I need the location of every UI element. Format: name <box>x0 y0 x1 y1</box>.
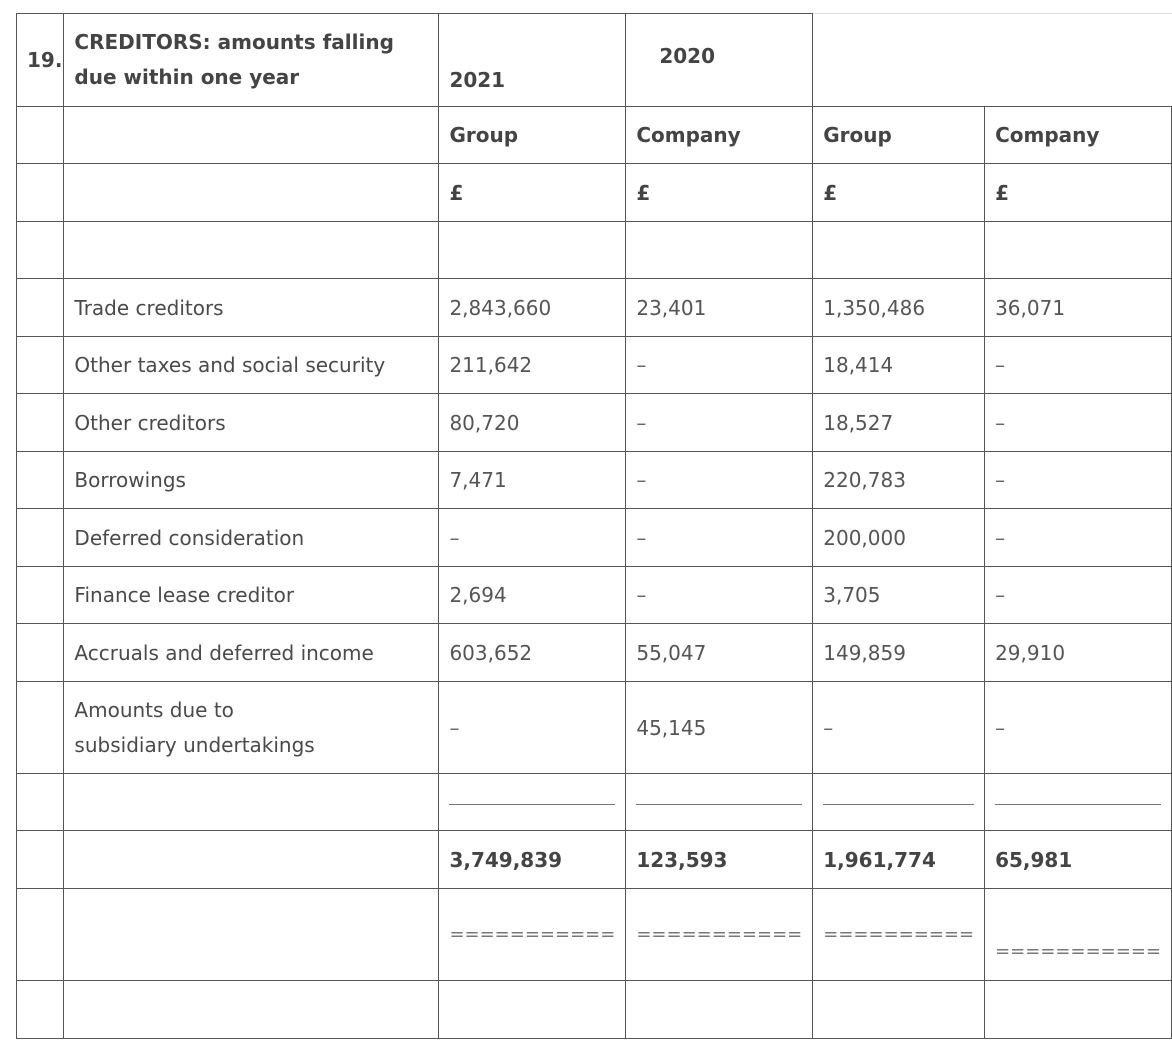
double-rule: ========== <box>813 889 985 981</box>
value-cell: 211,642 <box>439 337 626 394</box>
row-label: Accruals and deferred income <box>64 624 439 682</box>
value-cell: – <box>626 509 813 567</box>
table-row <box>17 509 1172 567</box>
currency-cell: £ <box>985 164 1172 222</box>
double-rule: =========== <box>985 889 1172 981</box>
row-label: Borrowings <box>64 452 439 509</box>
col-group-2021: Group <box>439 107 626 164</box>
total-cell: 3,749,839 <box>439 831 626 889</box>
row-label: Trade creditors <box>64 279 439 337</box>
single-rule <box>823 804 974 805</box>
value-cell: 45,145 <box>626 682 813 774</box>
note-number: 19. <box>17 14 64 107</box>
currency-row <box>17 164 1172 222</box>
column-header-row <box>17 107 1172 164</box>
value-cell: 149,859 <box>813 624 985 682</box>
note-title: CREDITORS: amounts falling due within one year <box>64 14 439 107</box>
total-cell: 123,593 <box>626 831 813 889</box>
value-cell: – <box>985 567 1172 624</box>
year-current: 2021 <box>439 14 626 107</box>
table-row <box>17 337 1172 394</box>
value-cell: – <box>626 394 813 452</box>
value-cell: – <box>985 682 1172 774</box>
value-cell: – <box>985 337 1172 394</box>
value-cell: – <box>626 337 813 394</box>
creditors-table <box>16 13 1172 1039</box>
year-prior: 2020 <box>626 14 813 107</box>
value-cell: 3,705 <box>813 567 985 624</box>
row-label: Other taxes and social security <box>64 337 439 394</box>
value-cell: 23,401 <box>626 279 813 337</box>
header-blank <box>813 14 1172 107</box>
table-row <box>17 682 1172 774</box>
currency-cell: £ <box>439 164 626 222</box>
value-cell: – <box>626 452 813 509</box>
single-rule <box>449 804 615 805</box>
currency-cell: £ <box>626 164 813 222</box>
value-cell: 220,783 <box>813 452 985 509</box>
value-cell: 1,350,486 <box>813 279 985 337</box>
value-cell: – <box>626 567 813 624</box>
double-rule-row <box>17 889 1172 981</box>
value-cell: – <box>813 682 985 774</box>
value-cell: 2,843,660 <box>439 279 626 337</box>
total-cell: 1,961,774 <box>813 831 985 889</box>
value-cell: 55,047 <box>626 624 813 682</box>
value-cell: – <box>985 452 1172 509</box>
value-cell: 18,414 <box>813 337 985 394</box>
table-row <box>17 452 1172 509</box>
row-label: Finance lease creditor <box>64 567 439 624</box>
table-row <box>17 279 1172 337</box>
row-label: Amounts due to subsidiary undertakings <box>64 682 439 774</box>
value-cell: 200,000 <box>813 509 985 567</box>
value-cell: – <box>985 394 1172 452</box>
total-cell: 65,981 <box>985 831 1172 889</box>
currency-cell: £ <box>813 164 985 222</box>
table-row <box>17 394 1172 452</box>
double-rule: =========== <box>439 889 626 981</box>
value-cell: 29,910 <box>985 624 1172 682</box>
subtotal-rule-row <box>17 774 1172 831</box>
blank-row <box>17 222 1172 279</box>
blank-row <box>17 981 1172 1039</box>
col-company-2020: Company <box>985 107 1172 164</box>
value-cell: 18,527 <box>813 394 985 452</box>
value-cell: – <box>985 509 1172 567</box>
header-row <box>17 14 1172 107</box>
table-row <box>17 567 1172 624</box>
single-rule <box>636 804 802 805</box>
value-cell: 7,471 <box>439 452 626 509</box>
double-rule: =========== <box>626 889 813 981</box>
single-rule <box>995 804 1161 805</box>
value-cell: 80,720 <box>439 394 626 452</box>
col-group-2020: Group <box>813 107 985 164</box>
col-company-2021: Company <box>626 107 813 164</box>
value-cell: 603,652 <box>439 624 626 682</box>
table-row <box>17 624 1172 682</box>
row-label: Other creditors <box>64 394 439 452</box>
row-label: Deferred consideration <box>64 509 439 567</box>
value-cell: – <box>439 682 626 774</box>
value-cell: 36,071 <box>985 279 1172 337</box>
totals-row <box>17 831 1172 889</box>
value-cell: – <box>439 509 626 567</box>
value-cell: 2,694 <box>439 567 626 624</box>
